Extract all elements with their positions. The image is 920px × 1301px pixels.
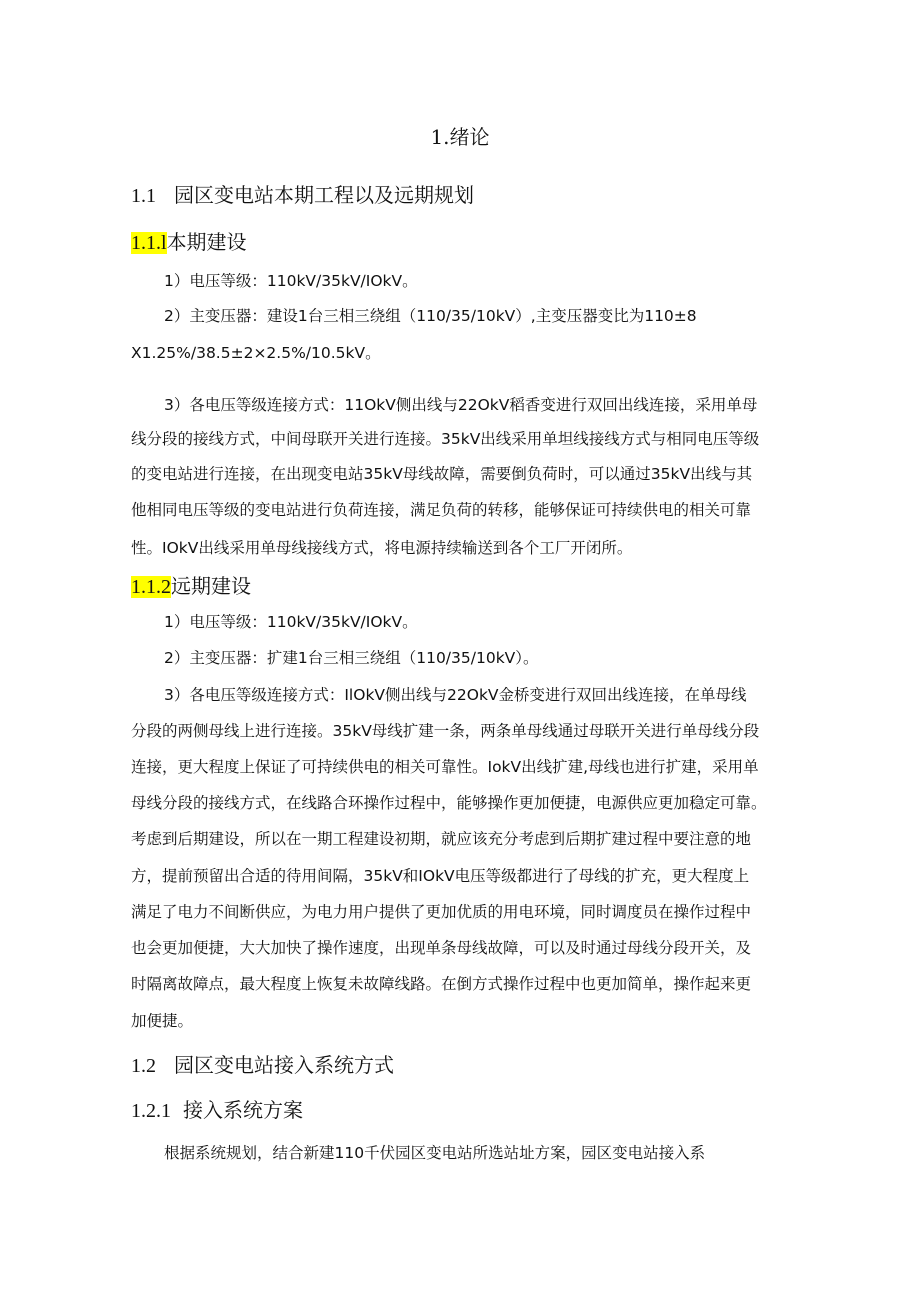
text-line: 3）各电压等级连接方式：11OkV侧出线与22OkV稻香变进行双回出线连接，采用单母 (164, 396, 758, 414)
text-line: 分段的两侧母线上进行连接。35kV母线扩建一条，两条单母线通过母联开关进行单母线分段 (131, 722, 760, 740)
text-line: 也会更加便捷，大大加快了操作速度，出现单条母线故障，可以及时通过母线分段开关，及 (131, 939, 752, 957)
subsection-number: 1.2.1 (131, 1100, 171, 1122)
text-line: 母线分段的接线方式，在线路合环操作过程中，能够操作更加便捷，电源供应更加稳定可靠。 (131, 794, 767, 812)
text-line: X1.25%∕38.5±2×2.5%∕10.5kV。 (131, 344, 381, 362)
text-line: 他相同电压等级的变电站进行负荷连接，满足负荷的转移，能够保证可持续供电的相关可靠 (131, 501, 752, 519)
text-line: 性。IOkV出线采用单母线接线方式，将电源持续输送到各个工厂开闭所。 (131, 539, 633, 557)
subsection-title: 接入系统方案 (183, 1098, 303, 1122)
subsection-heading-1-1-2 (131, 573, 251, 600)
section-title: 园区变电站接入系统方式 (174, 1053, 394, 1077)
subsection-heading-1-1-1 (131, 229, 247, 256)
text-line: 3）各电压等级连接方式：IlOkV侧出线与22OkV金桥变进行双回出线连接，在单母线 (164, 686, 747, 704)
subsection-number: 1.1.2 (131, 576, 171, 598)
subsection-heading-1-2-1 (131, 1097, 303, 1124)
text-line: 根据系统规划，结合新建110千伏园区变电站所选站址方案，园区变电站接入系 (164, 1144, 706, 1162)
text-line: 2）主变压器：建设1台三相三绕组（110∕35∕10kV）,主变压器变比为110±8 (164, 307, 697, 325)
subsection-title: 本期建设 (166, 230, 247, 254)
text-line: 连接，更大程度上保证了可持续供电的相关可靠性。IokV出线扩建,母线也进行扩建，采用单 (131, 758, 759, 776)
text-line: 满足了电力不间断供应，为电力用户提供了更加优质的用电环境，同时调度员在操作过程中 (131, 903, 752, 921)
text-line: 考虑到后期建设，所以在一期工程建设初期，就应该充分考虑到后期扩建过程中要注意的地 (131, 830, 752, 848)
section-number: 1.2 (131, 1055, 156, 1077)
subsection-number: 1.1.l (131, 232, 167, 254)
text-line: 时隔离故障点，最大程度上恢复未故障线路。在倒方式操作过程中也更加简单，操作起来更 (131, 975, 752, 993)
text-line: 1）电压等级：110kV∕35kV∕IOkV。 (164, 613, 418, 631)
text-line: 1）电压等级：110kV∕35kV∕IOkV。 (164, 272, 418, 290)
text-line: 2）主变压器：扩建1台三相三绕组（110∕35∕10kV）。 (164, 649, 539, 667)
section-heading-1-1 (131, 182, 474, 209)
section-number: 1.1 (131, 185, 156, 207)
text-line: 线分段的接线方式，中间母联开关进行连接。35kV出线采用单坦线接线方式与相同电压等级 (131, 430, 760, 448)
text-line: 方，提前预留出合适的待用间隔，35kV和IOkV电压等级都进行了母线的扩充，更大程度上 (131, 867, 750, 885)
section-heading-1-2 (131, 1052, 394, 1079)
chapter-title: 1.绪论 (430, 125, 490, 149)
subsection-title: 远期建设 (171, 574, 251, 598)
text-line: 的变电站进行连接，在出现变电站35kV母线故障，需要倒负荷时，可以通过35kV出线与其 (131, 465, 753, 483)
text-line: 加便捷。 (131, 1012, 194, 1030)
section-title: 园区变电站本期工程以及远期规划 (174, 183, 474, 207)
